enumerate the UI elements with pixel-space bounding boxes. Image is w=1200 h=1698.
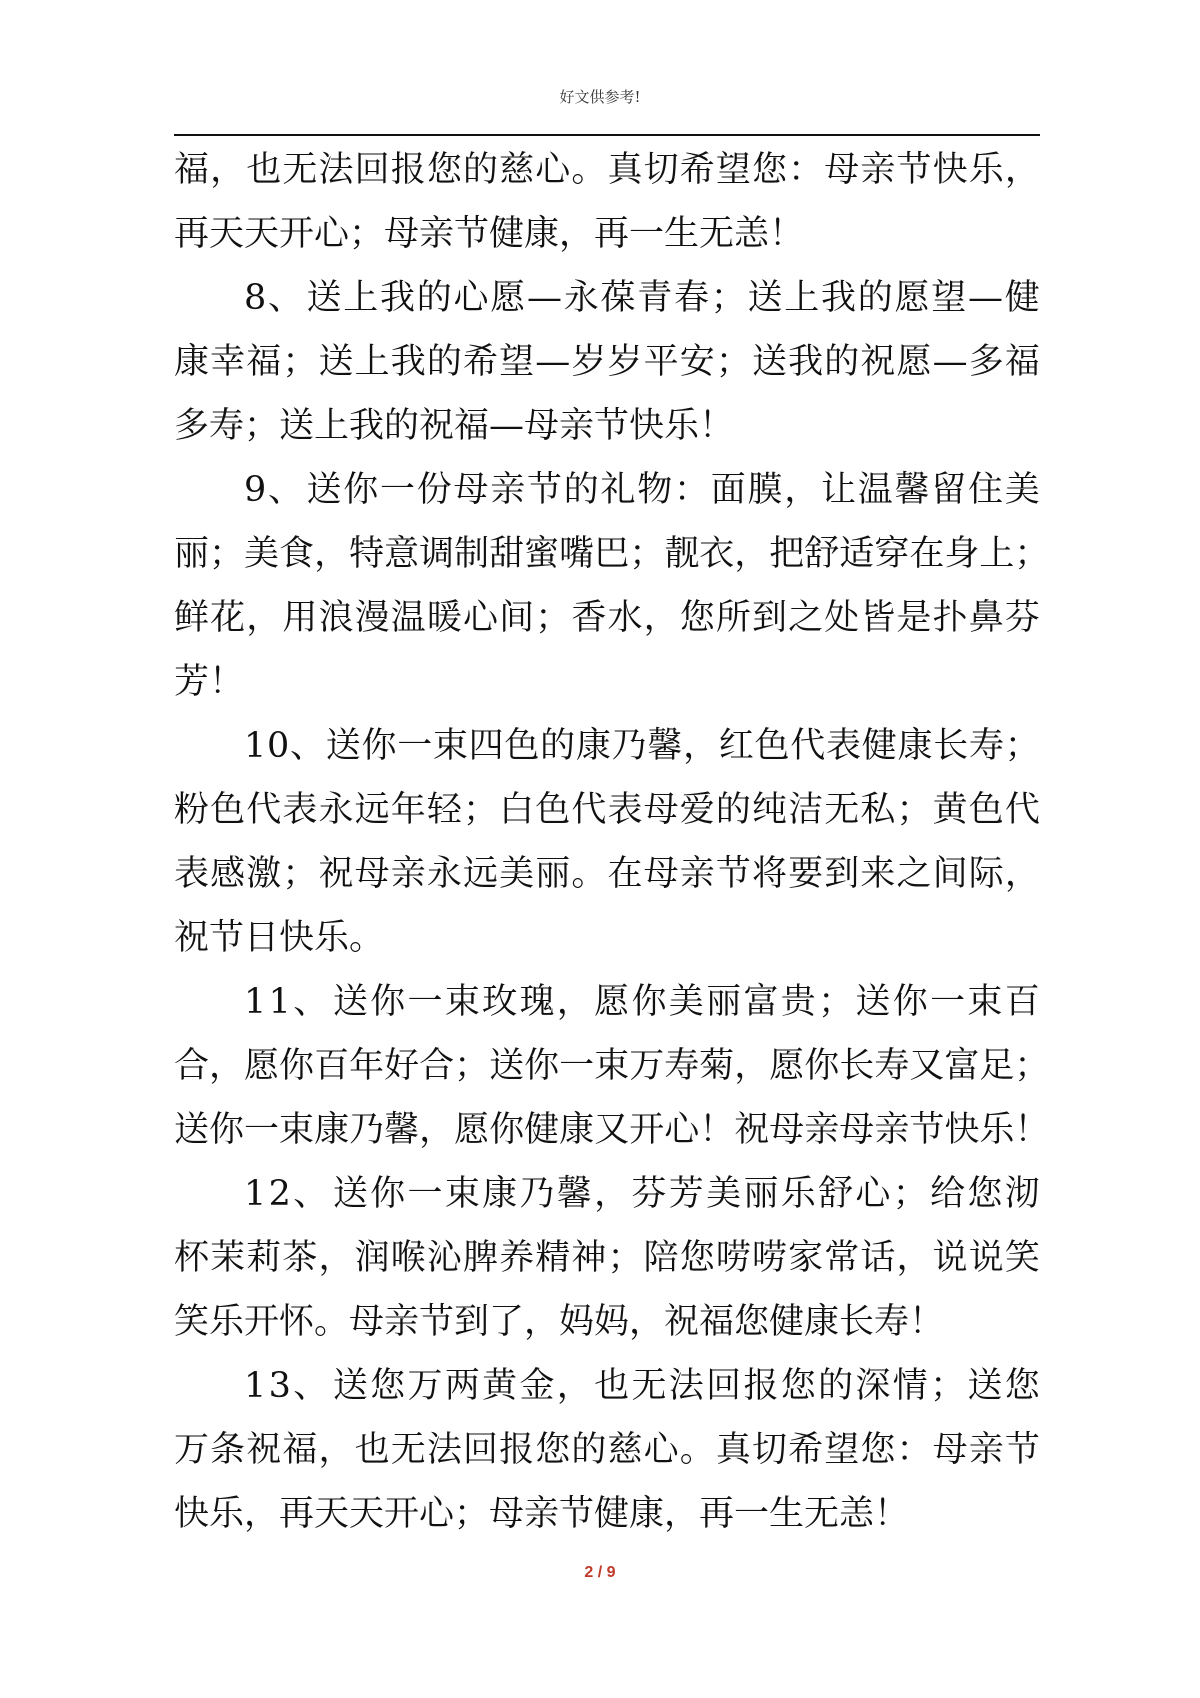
document-body	[174, 138, 1050, 1546]
text-line: 多寿；送上我的祝福—母亲节快乐！	[174, 406, 735, 446]
text-line: 9 、 送 你 一 份 母 亲 节 的 礼 物 ： 面 膜 ， 让 温 馨 留 住 美	[244, 470, 1040, 510]
text-line: 1 2 、 送 你 一 束 康 乃 馨 ， 芬 芳 美 丽 乐 舒 心 ； 给 您 沏	[244, 1174, 1040, 1214]
text-line: 丽 ； 美 食 ， 特 意 调 制 甜 蜜 嘴 巴 ； 靓 衣 ， 把 舒 适 穿 在 身 上 ；	[174, 534, 1050, 574]
text-line: 表 感 激 ； 祝 母 亲 永 远 美 丽 。 在 母 亲 节 将 要 到 来 之 间 际 ，	[174, 854, 1040, 894]
text-line: 1 3 、 送 您 万 两 黄 金 ， 也 无 法 回 报 您 的 深 情 ； 送 您	[244, 1366, 1040, 1406]
page-header: 好文供参考!	[559, 88, 641, 106]
text-line: 快乐，再天天开心；母亲节健康，再一生无恙！	[174, 1494, 910, 1534]
text-line: 万 条 祝 福 ， 也 无 法 回 报 您 的 慈 心 。 真 切 希 望 您 ： 母 亲 节	[174, 1430, 1040, 1470]
text-line: 杯 茉 莉 茶 ， 润 喉 沁 脾 养 精 神 ； 陪 您 唠 唠 家 常 话 ， 说 说 笑	[174, 1238, 1040, 1278]
text-line: 送 你 一 束 康 乃 馨 ， 愿 你 健 康 又 开 心 ！ 祝 母 亲 母 亲 节 快 乐 ！	[174, 1110, 1050, 1150]
text-line: 鲜 花 ， 用 浪 漫 温 暖 心 间 ； 香 水 ， 您 所 到 之 处 皆 是 扑 鼻 芬	[174, 598, 1040, 638]
text-line: 8 、 送 上 我 的 心 愿 — 永 葆 青 春 ； 送 上 我 的 愿 望 — 健	[244, 278, 1040, 318]
text-line: 笑乐开怀。母亲节到了，妈妈，祝福您健康长寿！	[174, 1302, 945, 1342]
text-line: 1 0 、 送 你 一 束 四 色 的 康 乃 馨 ， 红 色 代 表 健 康 长 寿 ；	[244, 726, 1040, 766]
text-line: 1 1 、 送 你 一 束 玫 瑰 ， 愿 你 美 丽 富 贵 ； 送 你 一 束 百	[244, 982, 1040, 1022]
text-line: 祝节日快乐。	[174, 918, 385, 958]
text-line: 福 ， 也 无 法 回 报 您 的 慈 心 。 真 切 希 望 您 ： 母 亲 节 快 乐 ，	[174, 150, 1040, 190]
page-number: 2 / 9	[584, 1564, 616, 1581]
header-divider	[174, 134, 1040, 136]
text-line: 粉 色 代 表 永 远 年 轻 ； 白 色 代 表 母 爱 的 纯 洁 无 私 ； 黄 色 代	[174, 790, 1040, 830]
text-line: 康 幸 福 ； 送 上 我 的 希 望 — 岁 岁 平 安 ； 送 我 的 祝 愿 — 多 福	[174, 342, 1040, 382]
text-line: 芳！	[174, 662, 245, 702]
text-line: 合 ， 愿 你 百 年 好 合 ； 送 你 一 束 万 寿 菊 ， 愿 你 长 寿 又 富 足 ；	[174, 1046, 1050, 1086]
text-line: 再天天开心；母亲节健康，再一生无恙！	[174, 214, 805, 254]
